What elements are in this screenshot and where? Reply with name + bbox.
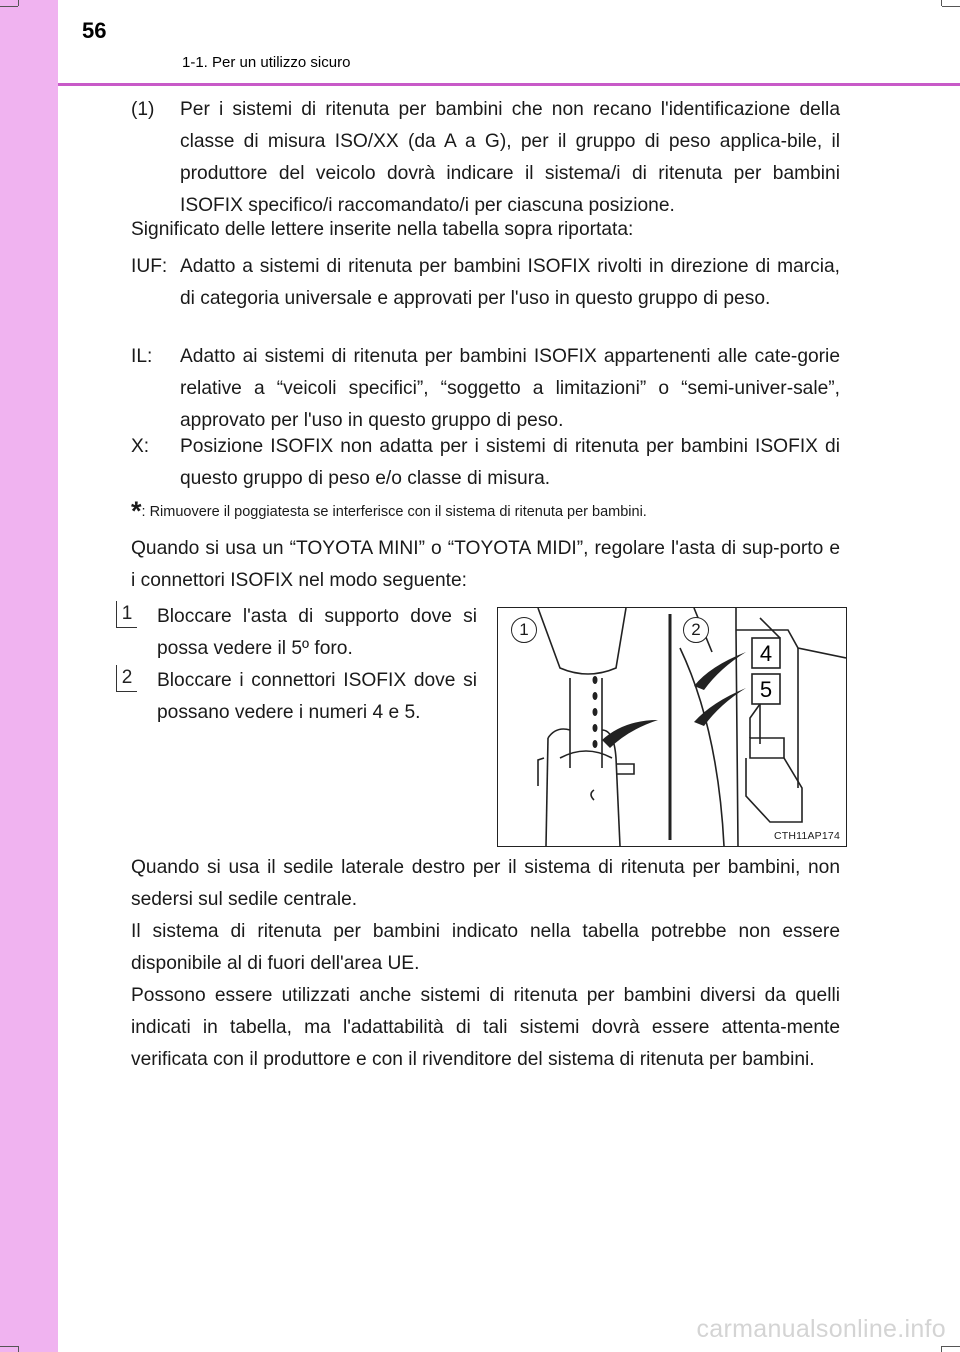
note-1 bbox=[131, 94, 840, 222]
legend-iuf-label: IUF: bbox=[131, 256, 168, 277]
header-rule bbox=[58, 83, 960, 86]
toyota-intro: Quando si usa un “TOYOTA MINI” o “TOYOTA MIDI”, regolare l'asta di sup-porto e i connettori ISOFIX nel modo seguente: bbox=[131, 538, 840, 591]
paragraph-sedile: Quando si usa il sedile laterale destro per il sistema di ritenuta per bambini, non sedersi sul sedile centrale. bbox=[131, 857, 840, 910]
note-1-text: Per i sistemi di ritenuta per bambini che non recano l'identificazione della classe di misura ISO/XX (da A a G), per il gruppo di peso applica-bile, il produttore del veicolo dovrà indicare il sistema/i di ritenuta per bambini ISOFIX specifico/i raccomandato/i per ciascuna posizione. bbox=[180, 99, 840, 216]
meaning-intro: Significato delle lettere inserite nella tabella sopra riportata: bbox=[131, 219, 634, 240]
legend-il-text: Adatto ai sistemi di ritenuta per bambini ISOFIX appartenenti alle cate-gorie relative a “veicoli specifici”, “soggetto a limitazioni” o “semi-univer-sale”, approvato per l'uso in questo gruppo di peso. bbox=[180, 346, 840, 431]
crop-mark bbox=[941, 1346, 942, 1352]
callout-1: 1 bbox=[511, 617, 537, 643]
crop-mark bbox=[942, 6, 960, 7]
footnote bbox=[131, 495, 840, 528]
paragraph-area-ue: Il sistema di ritenuta per bambini indicato nella tabella potrebbe non essere disponibile al di fuori dell'area UE. bbox=[131, 921, 840, 974]
page-number: 56 bbox=[82, 18, 107, 43]
callout-2: 2 bbox=[683, 617, 709, 643]
legend-il-label: IL: bbox=[131, 346, 153, 367]
legend-x-label: X: bbox=[131, 436, 150, 457]
watermark: carmanualsonline.info bbox=[696, 1315, 946, 1343]
step-2-text: Bloccare i connettori ISOFIX dove si possano vedere i numeri 4 e 5. bbox=[157, 670, 477, 723]
figure-code: CTH11AP174 bbox=[773, 830, 840, 842]
crop-mark bbox=[941, 0, 942, 6]
crop-mark bbox=[18, 0, 19, 6]
isofix-illustration-drawing bbox=[498, 608, 846, 846]
label-4: 4 bbox=[759, 641, 773, 666]
label-5: 5 bbox=[759, 677, 773, 702]
legend-iuf-text: Adatto a sistemi di ritenuta per bambini ISOFIX rivolti in direzione di marcia, di categoria universale e approvati per l'uso in questo gruppo di peso. bbox=[180, 256, 840, 309]
isofix-illustration bbox=[497, 607, 847, 847]
footnote-mark: * bbox=[131, 496, 142, 526]
paragraph-altri-sistemi: Possono essere utilizzati anche sistemi di ritenuta per bambini diversi da quelli indicati in tabella, ma l'adattabilità di tali sistemi dovrà essere attenta-mente verificata con il produttore e con il rivenditore del sistema di ritenuta per bambini. bbox=[131, 985, 840, 1070]
side-color-strip bbox=[0, 0, 58, 1352]
legend-il bbox=[131, 341, 840, 437]
legend-iuf bbox=[131, 251, 840, 315]
note-1-label: (1) bbox=[131, 99, 155, 120]
crop-mark bbox=[18, 1346, 19, 1352]
legend-x-text: Posizione ISOFIX non adatta per i sistemi di ritenuta per bambini ISOFIX di questo gruppo di peso e/o classe di misura. bbox=[180, 436, 840, 489]
section-title: 1-1. Per un utilizzo sicuro bbox=[182, 54, 351, 71]
legend-x bbox=[131, 431, 840, 495]
crop-mark bbox=[0, 1346, 18, 1347]
step-1-text: Bloccare l'asta di supporto dove si possa vedere il 5º foro. bbox=[157, 606, 477, 659]
step-2-number: 2 bbox=[116, 665, 137, 692]
footnote-text: : Rimuovere il poggiatesta se interferisce con il sistema di ritenuta per bambini. bbox=[141, 504, 647, 520]
crop-mark bbox=[0, 6, 18, 7]
crop-mark bbox=[942, 1346, 960, 1347]
step-1-number: 1 bbox=[116, 601, 137, 628]
